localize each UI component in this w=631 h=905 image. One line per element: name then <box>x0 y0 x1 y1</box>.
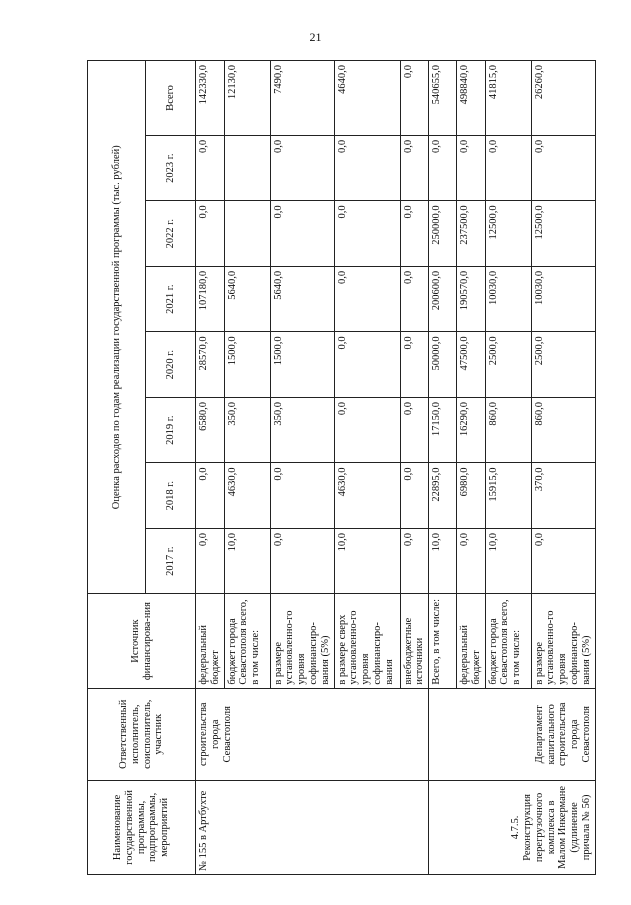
responsible-cell: строительства города Севастополя <box>196 688 429 780</box>
header-responsible: Ответственный исполнитель, соисполнитель, участник <box>88 688 196 780</box>
total-cell: 4640,0 <box>334 61 400 136</box>
value-cell: 0,0 <box>400 201 429 267</box>
value-cell: 47500,0 <box>457 332 486 398</box>
value-cell: 0,0 <box>400 266 429 332</box>
value-cell: 860,0 <box>485 397 531 463</box>
value-cell: 0,0 <box>196 528 225 594</box>
total-cell: 498840,0 <box>457 61 486 136</box>
value-cell: 250000,0 <box>429 201 457 267</box>
value-cell <box>224 201 270 267</box>
value-cell: 6980,0 <box>457 463 486 529</box>
value-cell: 12500,0 <box>531 201 595 267</box>
value-cell: 10,0 <box>429 528 457 594</box>
value-cell: 0,0 <box>531 135 595 201</box>
value-cell: 50000,0 <box>429 332 457 398</box>
total-cell: 540655,0 <box>429 61 457 136</box>
total-cell: 142330,0 <box>196 61 225 136</box>
source-cell: в размере установленно-го уровня софинансиро-вания (5%) <box>531 594 595 688</box>
value-cell: 860,0 <box>531 397 595 463</box>
header-year: 2021 г. <box>146 266 196 332</box>
total-cell: 12130,0 <box>224 61 270 136</box>
value-cell: 350,0 <box>224 397 270 463</box>
value-cell <box>224 135 270 201</box>
value-cell: 2500,0 <box>485 332 531 398</box>
value-cell: 4630,0 <box>224 463 270 529</box>
value-cell: 0,0 <box>457 135 486 201</box>
value-cell: 16290,0 <box>457 397 486 463</box>
value-cell: 190570,0 <box>457 266 486 332</box>
value-cell: 0,0 <box>196 135 225 201</box>
value-cell: 0,0 <box>334 332 400 398</box>
value-cell: 28570,0 <box>196 332 225 398</box>
value-cell: 15915,0 <box>485 463 531 529</box>
value-cell: 0,0 <box>531 528 595 594</box>
value-cell: 10,0 <box>224 528 270 594</box>
value-cell: 4630,0 <box>334 463 400 529</box>
value-cell: 0,0 <box>270 201 334 267</box>
value-cell: 17150,0 <box>429 397 457 463</box>
source-cell: бюджет города Севастополя всего, в том числе: <box>224 594 270 688</box>
value-cell: 5640,0 <box>224 266 270 332</box>
source-cell: федеральный бюджет <box>457 594 486 688</box>
value-cell: 0,0 <box>196 463 225 529</box>
value-cell: 10030,0 <box>485 266 531 332</box>
source-cell: в размере установленно-го уровня софинансиро-вания (5%) <box>270 594 334 688</box>
header-estimate: Оценка расходов по годам реализации государственной программы (тыс. рублей) <box>88 61 146 594</box>
value-cell: 10,0 <box>485 528 531 594</box>
value-cell: 1500,0 <box>270 332 334 398</box>
value-cell: 0,0 <box>270 135 334 201</box>
rotated-table-container <box>87 60 592 875</box>
value-cell: 12500,0 <box>485 201 531 267</box>
table-row <box>196 61 225 875</box>
value-cell: 0,0 <box>457 528 486 594</box>
table-row <box>429 61 457 875</box>
measure-name-cell: № 155 в Артбухте <box>196 780 429 874</box>
header-total: Всего <box>146 61 196 136</box>
header-source: Источник финансирова-ния <box>88 594 196 688</box>
page-number: 21 <box>309 30 322 44</box>
source-cell: федеральный бюджет <box>196 594 225 688</box>
value-cell: 0,0 <box>485 135 531 201</box>
total-cell: 26260,0 <box>531 61 595 136</box>
header-year: 2019 г. <box>146 397 196 463</box>
value-cell: 237500,0 <box>457 201 486 267</box>
value-cell: 0,0 <box>400 528 429 594</box>
total-cell: 0,0 <box>400 61 429 136</box>
value-cell: 107180,0 <box>196 266 225 332</box>
value-cell: 0,0 <box>334 266 400 332</box>
measure-name-cell: 4.7.5. Реконструкция перегрузочного комплекса в Малом Инкермане (удлинение причала № 56) <box>429 780 596 874</box>
value-cell: 6580,0 <box>196 397 225 463</box>
value-cell: 5640,0 <box>270 266 334 332</box>
header-year: 2018 г. <box>146 463 196 529</box>
value-cell: 350,0 <box>270 397 334 463</box>
value-cell: 0,0 <box>196 201 225 267</box>
value-cell: 10030,0 <box>531 266 595 332</box>
header-year: 2022 г. <box>146 201 196 267</box>
responsible-cell: Департамент капитального строительства города Севастополя <box>429 688 596 780</box>
value-cell: 10,0 <box>334 528 400 594</box>
source-cell: Всего, в том числе: <box>429 594 457 688</box>
value-cell: 0,0 <box>270 528 334 594</box>
total-cell: 7490,0 <box>270 61 334 136</box>
budget-table <box>87 60 596 875</box>
header-year: 2017 г. <box>146 528 196 594</box>
value-cell: 1500,0 <box>224 332 270 398</box>
value-cell: 22895,0 <box>429 463 457 529</box>
header-year: 2020 г. <box>146 332 196 398</box>
header-name: Наименование государственной программы, подпрограммы, мероприятий <box>88 780 196 874</box>
source-cell: в размере сверх установленно-го уровня софинансиро-вания <box>334 594 400 688</box>
source-cell: бюджет города Севастополя всего, в том числе: <box>485 594 531 688</box>
value-cell: 2500,0 <box>531 332 595 398</box>
value-cell: 370,0 <box>531 463 595 529</box>
value-cell: 200600,0 <box>429 266 457 332</box>
value-cell: 0,0 <box>400 135 429 201</box>
value-cell: 0,0 <box>400 463 429 529</box>
value-cell: 0,0 <box>400 397 429 463</box>
value-cell: 0,0 <box>334 201 400 267</box>
source-cell: внебюджетные источники <box>400 594 429 688</box>
value-cell: 0,0 <box>400 332 429 398</box>
header-year: 2023 г. <box>146 135 196 201</box>
total-cell: 41815,0 <box>485 61 531 136</box>
value-cell: 0,0 <box>334 135 400 201</box>
value-cell: 0,0 <box>429 135 457 201</box>
value-cell: 0,0 <box>270 463 334 529</box>
value-cell: 0,0 <box>334 397 400 463</box>
